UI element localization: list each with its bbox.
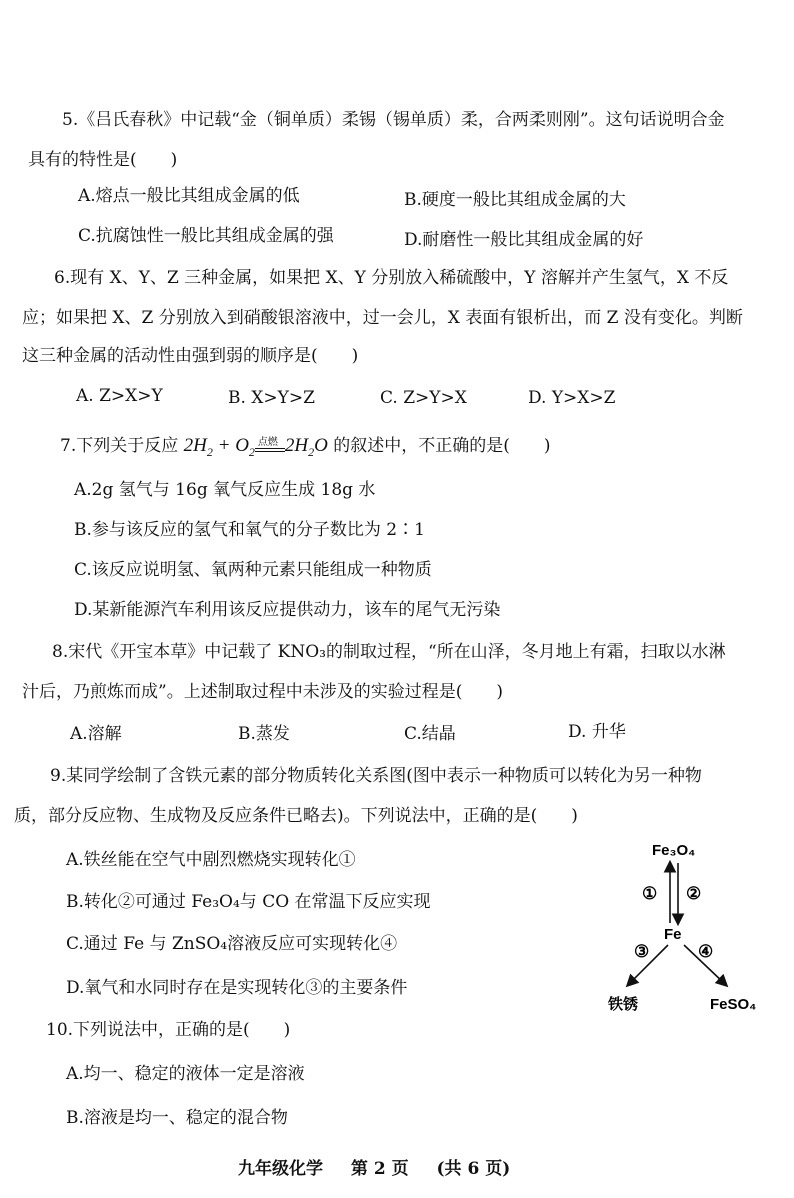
q5-stem-line1: 5.《吕氏春秋》中记载“金（铜单质）柔锡（锡单质）柔，合两柔则刚”。这句话说明合金 — [62, 110, 725, 130]
q8-stem-line1: 8.宋代《开宝本草》中记载了 KNO₃的制取过程，“所在山泽，冬月地上有霜，扫取以水淋 — [52, 642, 726, 662]
node-fe: Fe — [664, 926, 682, 943]
label-2: ② — [686, 884, 702, 903]
q5-option-a: A.熔点一般比其组成金属的低 — [78, 186, 300, 206]
q8-option-d: D. 升华 — [568, 722, 626, 742]
q8-option-c: C.结晶 — [404, 724, 456, 744]
q7-prefix: 7.下列关于反应 — [60, 436, 179, 456]
q5-option-c: C.抗腐蚀性一般比其组成金属的强 — [78, 226, 334, 246]
q7-condition: 点燃 — [257, 436, 278, 448]
q9-option-c: C.通过 Fe 与 ZnSO₄溶液反应可实现转化④ — [66, 934, 398, 954]
node-feso4: FeSO₄ — [710, 996, 757, 1013]
q7-suffix: 的叙述中，不正确的是( ) — [333, 436, 551, 456]
q7-reaction-arrow — [255, 437, 285, 457]
q6-stem-line3: 这三种金属的活动性由强到弱的顺序是( ) — [22, 346, 359, 366]
q7-option-a: A.2g 氢气与 16g 氧气反应生成 18g 水 — [74, 480, 376, 500]
q5-stem-line2: 具有的特性是( ) — [28, 150, 178, 170]
footer-subject: 九年级化学 — [238, 1159, 323, 1179]
q10-stem: 10.下列说法中，正确的是( ) — [46, 1020, 291, 1040]
q6-option-d: D. Y>X>Z — [528, 388, 616, 408]
q8-option-a: A.溶解 — [70, 724, 122, 744]
q8-option-b: B.蒸发 — [238, 724, 290, 744]
label-1: ① — [642, 884, 658, 903]
label-3: ③ — [634, 942, 650, 961]
label-4: ④ — [698, 942, 714, 961]
q9-option-a: A.铁丝能在空气中剧烈燃烧实现转化① — [66, 850, 356, 870]
q5-option-d: D.耐磨性一般比其组成金属的好 — [404, 230, 644, 250]
q7-option-b: B.参与该反应的氢气和氧气的分子数比为 2∶1 — [74, 520, 425, 540]
q5-option-b: B.硬度一般比其组成金属的大 — [404, 190, 626, 210]
page-footer — [238, 1154, 532, 1179]
node-rust: 铁锈 — [608, 996, 639, 1013]
q8-stem-line2: 汁后，乃煎炼而成”。上述制取过程中未涉及的实验过程是( ) — [22, 682, 503, 702]
q6-option-b: B. X>Y>Z — [228, 388, 315, 408]
footer-total: (共 6 页) — [436, 1159, 511, 1179]
q6-option-a: A. Z>X>Y — [76, 386, 163, 406]
q9-stem-line1: 9.某同学绘制了含铁元素的部分物质转化关系图(图中表示一种物质可以转化为另一种物 — [50, 766, 702, 786]
q7-option-d: D.某新能源汽车利用该反应提供动力，该车的尾气无污染 — [74, 600, 501, 620]
q9-option-d: D.氧气和水同时存在是实现转化③的主要条件 — [66, 978, 408, 998]
q7-option-c: C.该反应说明氢、氧两种元素只能组成一种物质 — [74, 560, 432, 580]
node-fe3o4: Fe₃O₄ — [652, 842, 696, 859]
q10-option-b: B.溶液是均一、稳定的混合物 — [66, 1108, 288, 1128]
q7-stem — [60, 434, 551, 464]
footer-page: 第 2 页 — [350, 1159, 409, 1179]
iron-conversion-diagram — [600, 835, 780, 1025]
q9-option-b: B.转化②可通过 Fe₃O₄与 CO 在常温下反应实现 — [66, 892, 431, 912]
q6-option-c: C. Z>Y>X — [380, 388, 467, 408]
q10-option-a: A.均一、稳定的液体一定是溶液 — [66, 1064, 305, 1084]
q9-stem-line2: 质，部分反应物、生成物及反应条件已略去)。下列说法中，正确的是( ) — [14, 806, 578, 826]
q6-stem-line2: 应；如果把 X、Z 分别放入到硝酸银溶液中，过一会儿，X 表面有银析出，而 Z 没有变化。判断 — [22, 308, 743, 328]
q6-stem-line1: 6.现有 X、Y、Z 三种金属，如果把 X、Y 分别放入稀硫酸中，Y 溶解并产生氢气，X 不反 — [54, 268, 729, 288]
q7-equation: $2H_2 + O_2$ 点燃 $2H_2O$ — [184, 435, 328, 456]
